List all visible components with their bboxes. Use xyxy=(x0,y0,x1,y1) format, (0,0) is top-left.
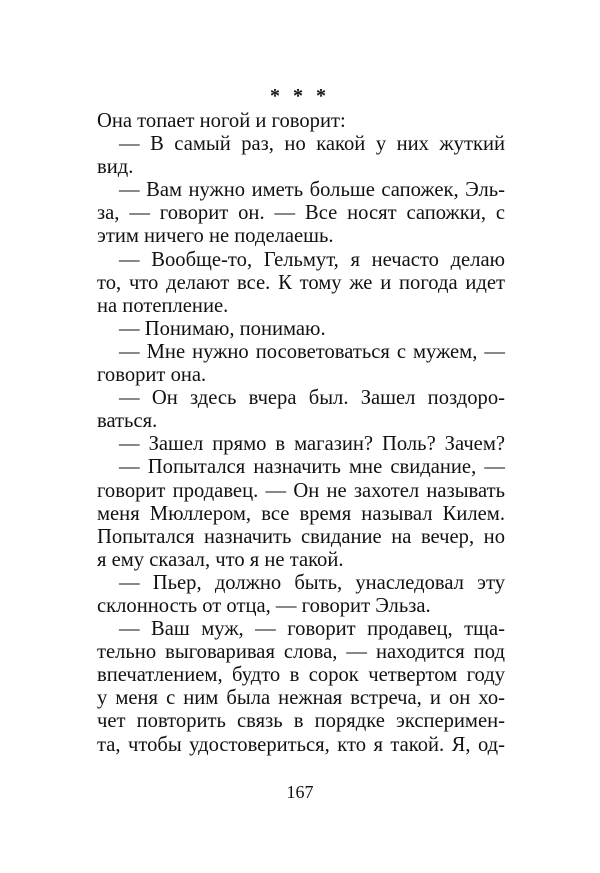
text-line: — В самый раз, но какой у них жуткий xyxy=(119,133,505,156)
text-line: чет повторить связь в порядке эксперимен- xyxy=(97,710,505,733)
text-line: — Он здесь вчера был. Зашел поздоро- xyxy=(119,387,505,410)
text-line: — Попытался назначить мне свидание, — xyxy=(119,456,505,479)
text-line: — Мне нужно посоветоваться с мужем, — xyxy=(119,340,505,363)
page-number: 167 xyxy=(286,782,314,802)
body-text xyxy=(97,110,505,757)
text-line: — Вам нужно иметь больше сапожек, Эль- xyxy=(119,179,505,202)
text-line: ваться. xyxy=(97,410,158,433)
text-line: говорит продавец. — Он не захотел называть xyxy=(97,479,505,502)
text-line: впечатлением, будто в сорок четвертом году xyxy=(97,664,505,687)
section-break-ornament: * * * xyxy=(270,85,330,107)
text-line: на потепление. xyxy=(97,294,229,317)
text-line: — Понимаю, понимаю. xyxy=(119,317,326,340)
text-line: склонность от отца, — говорит Эльза. xyxy=(97,594,431,617)
text-line: за, — говорит он. — Все носят сапожки, с xyxy=(97,202,505,225)
text-line: — Зашел прямо в магазин? Поль? Зачем? xyxy=(119,433,505,456)
text-line: я ему сказал, что я не такой. xyxy=(97,548,344,571)
text-line: то, что делают все. К тому же и погода идет xyxy=(97,271,505,294)
text-line: та, чтобы удостовериться, кто я такой. Я, од- xyxy=(97,733,505,756)
text-line: у меня с ним была нежная встреча, и он хо- xyxy=(97,687,505,710)
text-line: — Вообще-то, Гельмут, я нечасто делаю xyxy=(119,248,505,271)
text-line: Она топает ногой и говорит: xyxy=(97,110,346,132)
text-line: — Пьер, должно быть, унаследовал эту xyxy=(119,571,505,594)
text-line: Попытался назначить свидание на вечер, но xyxy=(97,525,505,548)
text-line: вид. xyxy=(97,156,134,179)
text-line: меня Мюллером, все время называл Килем. xyxy=(97,502,505,525)
text-line: тельно выговаривая слова, — находится под xyxy=(97,641,505,664)
text-line: этим ничего не поделаешь. xyxy=(97,225,334,248)
text-line: — Ваш муж, — говорит продавец, тща- xyxy=(119,618,505,641)
text-line: говорит она. xyxy=(97,364,207,387)
